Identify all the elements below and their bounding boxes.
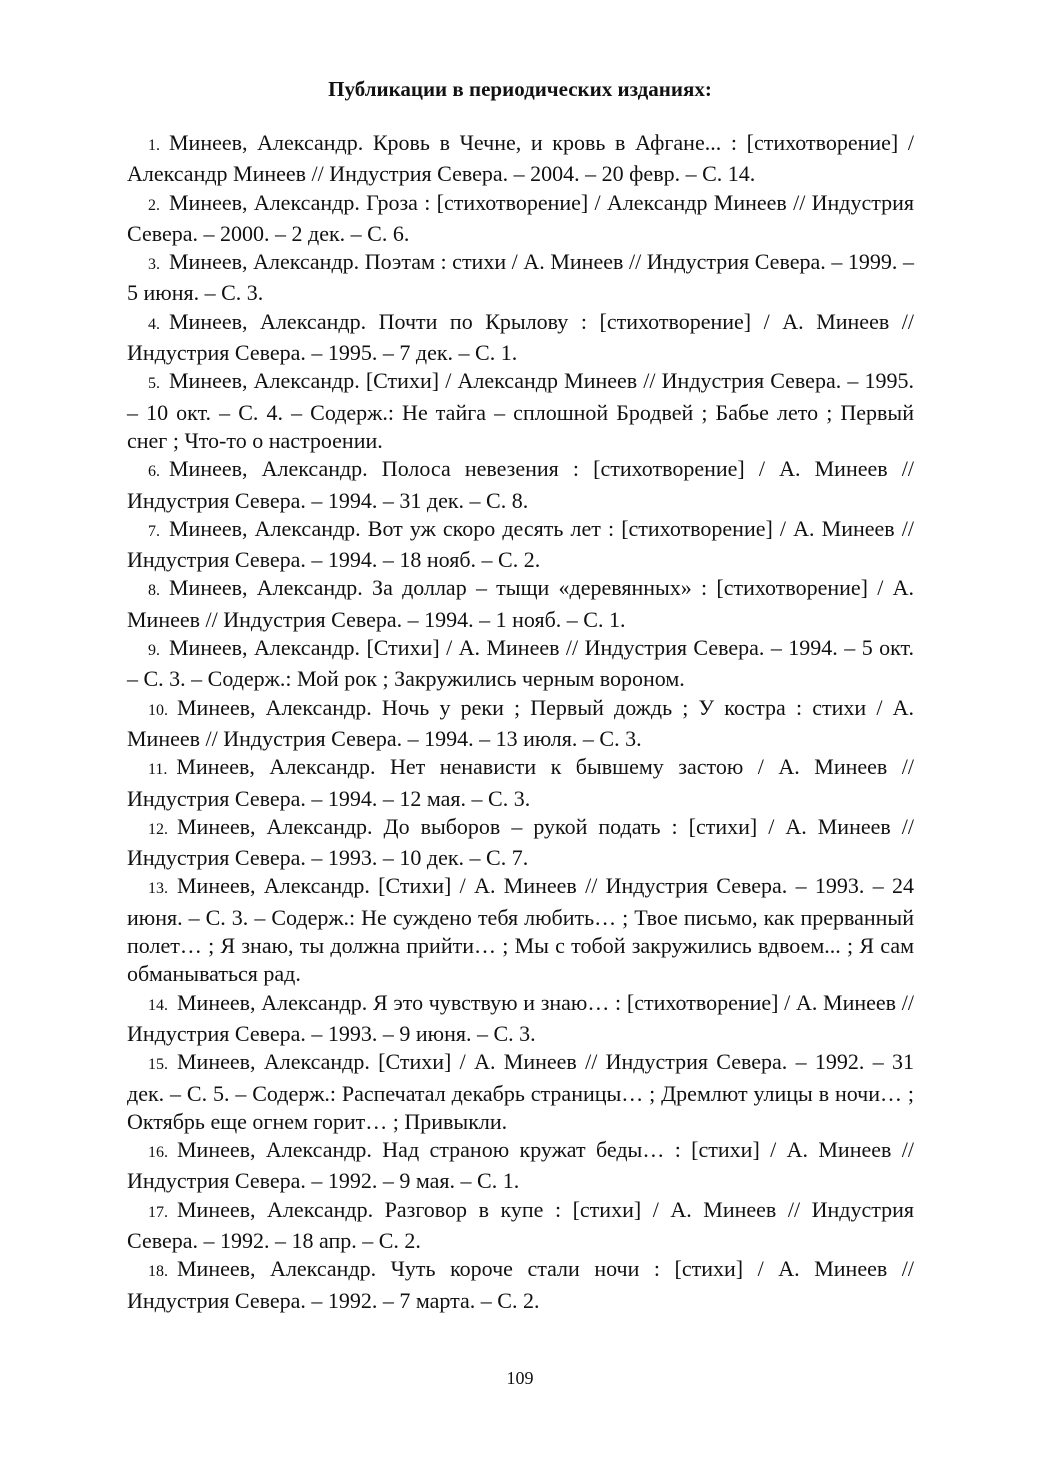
entry-text: Минеев, Александр. [Стихи] / Александр Минеев // Индустрия Севера. – 1995. – 10 окт. – С. 4. – Содерж.: Не тайга – сплошной Бродвей ; Бабье лето ; Первый снег ; Что-то о настроении. xyxy=(127,368,914,453)
list-item xyxy=(127,872,914,988)
entry-text: Минеев, Александр. Вот уж скоро десять лет : [стихотворение] / А. Минеев // Индустрия Севера. – 1994. – 18 нояб. – С. 2. xyxy=(127,515,914,573)
entry-text: Минеев, Александр. Чуть короче стали ночи : [стихи] / А. Минеев // Индустрия Севера. – 1992. – 7 марта. – С. 2. xyxy=(127,1256,914,1313)
entry-number: 1. xyxy=(148,137,160,154)
list-item xyxy=(127,308,914,368)
entry-text: Минеев, Александр. Гроза : [стихотворение] / Александр Минеев // Индустрия Севера. – 2000. – 2 дек. – С. 6. xyxy=(127,189,914,246)
list-item xyxy=(127,1196,914,1256)
entry-text: Минеев, Александр. За доллар – тыщи «деревянных» : [стихотворение] / А. Минеев // Индустрия Севера. – 1994. – 1 нояб. – С. 1. xyxy=(127,575,914,632)
entry-text: Минеев, Александр. [Стихи] / А. Минеев // Индустрия Севера. – 1993. – 24 июня. – С. 3. – Содерж.: Не суждено тебя любить… ; Твое письмо, как прерванный полет… ; Я знаю, ты должна прийти… ; Мы с тобой закружились вдвоем... ; Я сам обманываться рад. xyxy=(127,873,914,987)
entry-text: Минеев, Александр. [Стихи] / А. Минеев // Индустрия Севера. – 1994. – 5 окт. – С. 3. – Содерж.: Мой рок ; Закружились черным вороном. xyxy=(127,635,914,692)
entry-number: 6. xyxy=(148,463,160,481)
list-item xyxy=(127,455,914,515)
entry-number: 16. xyxy=(148,1144,168,1162)
entry-number: 4. xyxy=(148,315,160,333)
list-item xyxy=(127,989,914,1049)
entry-number: 15. xyxy=(148,1056,168,1074)
entry-text: Минеев, Александр. Над страною кружат беды… : [стихи] / А. Минеев // Индустрия Севера. – 1992. – 9 мая. – С. 1. xyxy=(127,1137,914,1194)
entry-text: Минеев, Александр. Нет ненависти к бывшему застою / А. Минеев // Индустрия Севера. – 1994. – 12 мая. – С. 3. xyxy=(127,754,914,811)
list-item xyxy=(127,189,914,249)
entry-number: 10. xyxy=(148,701,168,719)
entry-number: 17. xyxy=(148,1203,168,1221)
entry-number: 2. xyxy=(148,196,160,214)
list-item xyxy=(127,753,914,813)
entry-number: 9. xyxy=(148,642,160,660)
entry-number: 7. xyxy=(148,522,160,540)
list-item xyxy=(127,574,914,634)
list-item xyxy=(127,634,914,694)
entry-text: Минеев, Александр. Почти по Крылову : [стихотворение] / А. Минеев // Индустрия Севера. – 1995. – 7 дек. – С. 1. xyxy=(127,308,914,366)
entry-text: Минеев, Александр. [Стихи] / А. Минеев // Индустрия Севера. – 1992. – 31 дек. – С. 5. – Содерж.: Распечатал декабрь страницы… ; Дремлют улицы в ночи… ; Октябрь еще огнем горит… ; Привыкли. xyxy=(127,1049,914,1134)
entry-number: 13. xyxy=(148,880,168,898)
list-item xyxy=(127,129,914,189)
entry-list xyxy=(127,129,914,1315)
entry-text: Минеев, Александр. Кровь в Чечне, и кровь в Афгане... : [стихотворение] / Александр Минеев // Индустрия Севера. – 2004. – 20 февр. – С. 14. xyxy=(127,130,914,187)
entry-number: 5. xyxy=(148,375,160,393)
list-item xyxy=(127,1255,914,1315)
entry-number: 14. xyxy=(148,996,168,1014)
page-title: Публикации в периодических изданиях: xyxy=(328,77,712,101)
entry-text: Минеев, Александр. Полоса невезения : [стихотворение] / А. Минеев // Индустрия Севера. – 1994. – 31 дек. – С. 8. xyxy=(127,456,914,513)
entry-number: 8. xyxy=(148,582,160,600)
list-item xyxy=(127,367,914,455)
entry-number: 11. xyxy=(148,761,168,779)
list-item xyxy=(127,515,914,575)
entry-text: Минеев, Александр. Поэтам : стихи / А. Минеев // Индустрия Севера. – 1999. – 5 июня. – С. 3. xyxy=(127,249,914,306)
entry-text: Минеев, Александр. Я это чувствую и знаю… : [стихотворение] / А. Минеев // Индустрия Севера. – 1993. – 9 июня. – С. 3. xyxy=(127,989,914,1046)
list-item xyxy=(127,1048,914,1136)
entry-number: 12. xyxy=(148,820,168,838)
list-item xyxy=(127,694,914,754)
page-number: 109 xyxy=(506,1368,534,1388)
list-item xyxy=(127,813,914,873)
entry-text: Минеев, Александр. Разговор в купе : [стихи] / А. Минеев // Индустрия Севера. – 1992. – 18 апр. – С. 2. xyxy=(127,1196,914,1253)
entry-text: Минеев, Александр. Ночь у реки ; Первый дождь ; У костра : стихи / А. Минеев // Индустрия Севера. – 1994. – 13 июля. – С. 3. xyxy=(127,694,914,751)
entry-number: 18. xyxy=(148,1263,168,1281)
list-item xyxy=(127,1136,914,1196)
list-item xyxy=(127,248,914,308)
entry-number: 3. xyxy=(148,256,160,274)
entry-text: Минеев, Александр. До выборов – рукой подать : [стихи] / А. Минеев // Индустрия Севера. – 1993. – 10 дек. – С. 7. xyxy=(127,813,914,871)
